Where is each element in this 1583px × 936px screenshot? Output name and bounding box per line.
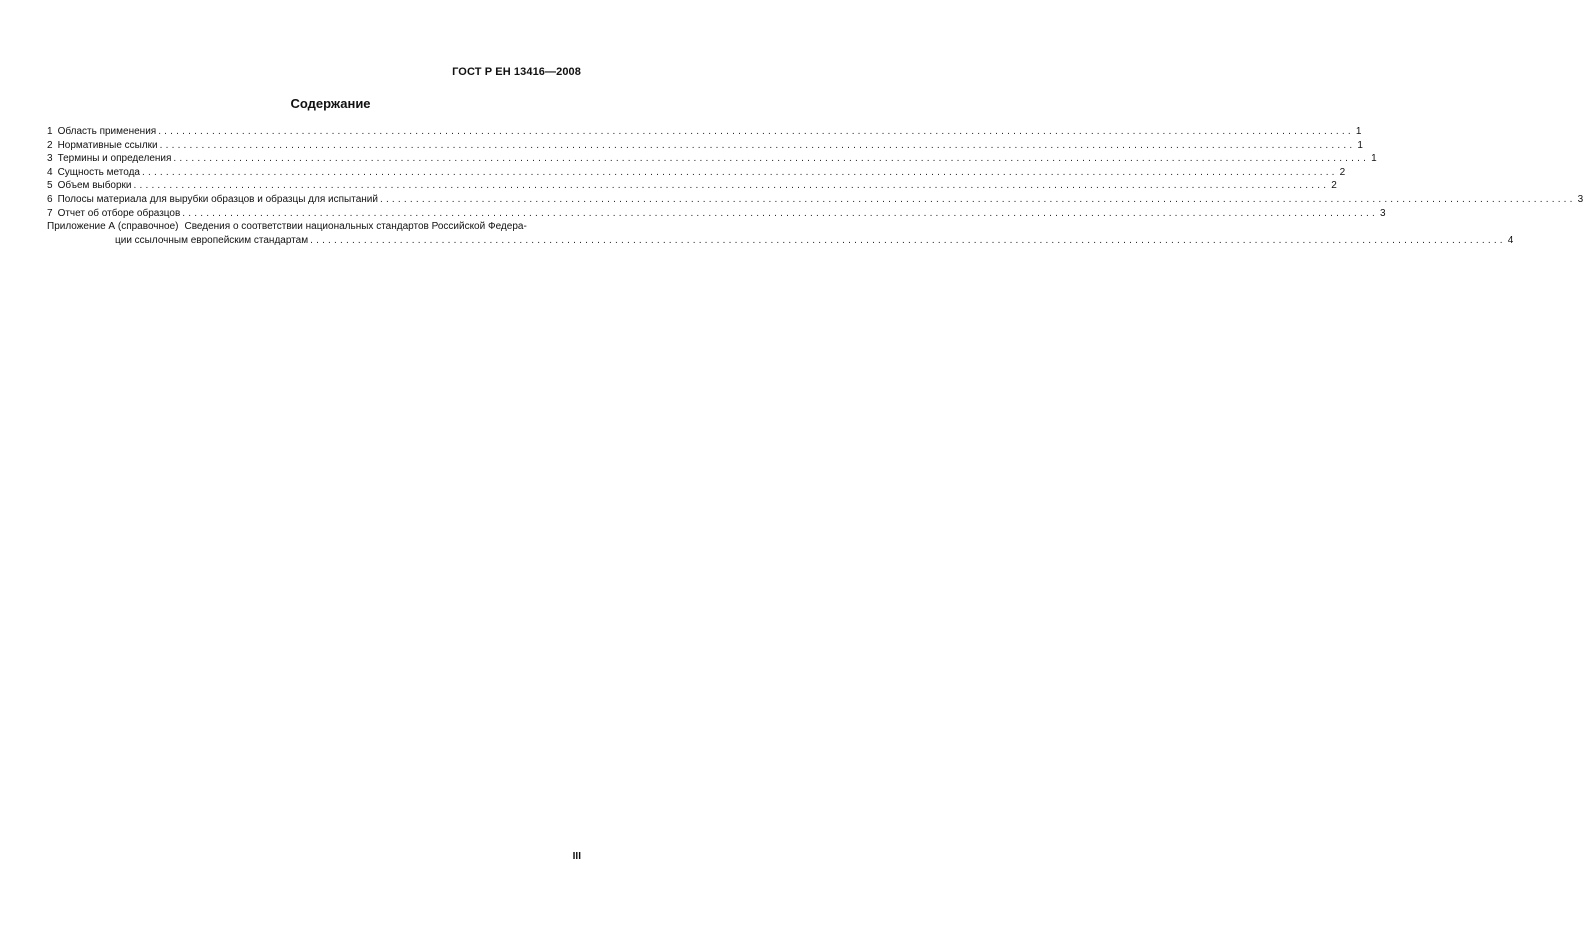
toc-entry[interactable]	[47, 139, 1363, 153]
toc-entry-number: 7	[47, 207, 53, 219]
page-number: III	[572, 851, 581, 862]
toc-annex-line-2	[47, 234, 1514, 248]
toc-entry[interactable]	[47, 193, 1583, 207]
toc-annex-title-line-1: Сведения о соответствии национальных стандартов Российской Федера-	[184, 221, 527, 233]
table-of-contents	[47, 125, 1583, 247]
toc-dot-leader: ........................................................................................................................................................................................................	[141, 166, 1338, 178]
toc-entry-page: 3	[1379, 207, 1386, 219]
toc-dot-leader: ........................................................................................................................................................................................................	[133, 180, 1330, 192]
toc-annex-label: Приложение А (справочное)	[47, 221, 179, 233]
toc-dot-leader: ........................................................................................................................................................................................................	[159, 139, 1356, 151]
toc-entry[interactable]	[47, 125, 1362, 139]
toc-dot-leader: ........................................................................................................................................................................................................	[158, 126, 1354, 137]
toc-entry-number: 1	[47, 126, 53, 137]
toc-entry-label: Полосы материала для вырубки образцов и образцы для испытаний	[57, 193, 378, 205]
toc-dot-leader: ........................................................................................................................................................................................................	[182, 207, 1378, 219]
toc-entry-number: 6	[47, 193, 53, 205]
toc-entry[interactable]	[47, 207, 1386, 221]
toc-entry-number: 3	[47, 153, 53, 165]
toc-entry-label: Нормативные ссылки	[57, 139, 158, 151]
toc-entry-label: Объем выборки	[57, 180, 132, 192]
toc-entry-label: Область применения	[57, 126, 157, 137]
toc-title: Содержание	[290, 96, 371, 111]
toc-entry-number: 5	[47, 180, 53, 192]
toc-entry-label: Термины и определения	[57, 153, 172, 165]
toc-annex-entry[interactable]	[47, 220, 1514, 247]
toc-entry-page: 3	[1577, 193, 1583, 205]
toc-dot-leader: ........................................................................................................................................................................................................	[310, 234, 1506, 246]
toc-annex-page: 4	[1507, 234, 1514, 246]
toc-entry-label: Отчет об отборе образцов	[57, 207, 181, 219]
toc-annex-title-line-2: ции ссылочным европейским стандартам	[115, 234, 309, 246]
toc-entry-number: 2	[47, 139, 53, 151]
toc-entry-page: 1	[1371, 153, 1377, 165]
toc-entry-page: 2	[1331, 180, 1337, 192]
toc-entry-page: 1	[1357, 139, 1363, 151]
toc-entry-page: 1	[1355, 126, 1362, 137]
document-code: ГОСТ Р ЕН 13416—2008	[452, 66, 581, 78]
toc-annex-line-1	[47, 220, 583, 234]
toc-entry-label: Сущность метода	[57, 166, 140, 178]
toc-entry[interactable]	[47, 166, 1346, 180]
toc-entry[interactable]	[47, 179, 1337, 193]
toc-entry[interactable]	[47, 152, 1377, 166]
toc-entry-page: 2	[1339, 166, 1346, 178]
toc-dot-leader: ........................................................................................................................................................................................................	[173, 153, 1370, 165]
toc-dot-leader: ........................................................................................................................................................................................................	[379, 193, 1576, 205]
toc-entry-number: 4	[47, 166, 53, 178]
